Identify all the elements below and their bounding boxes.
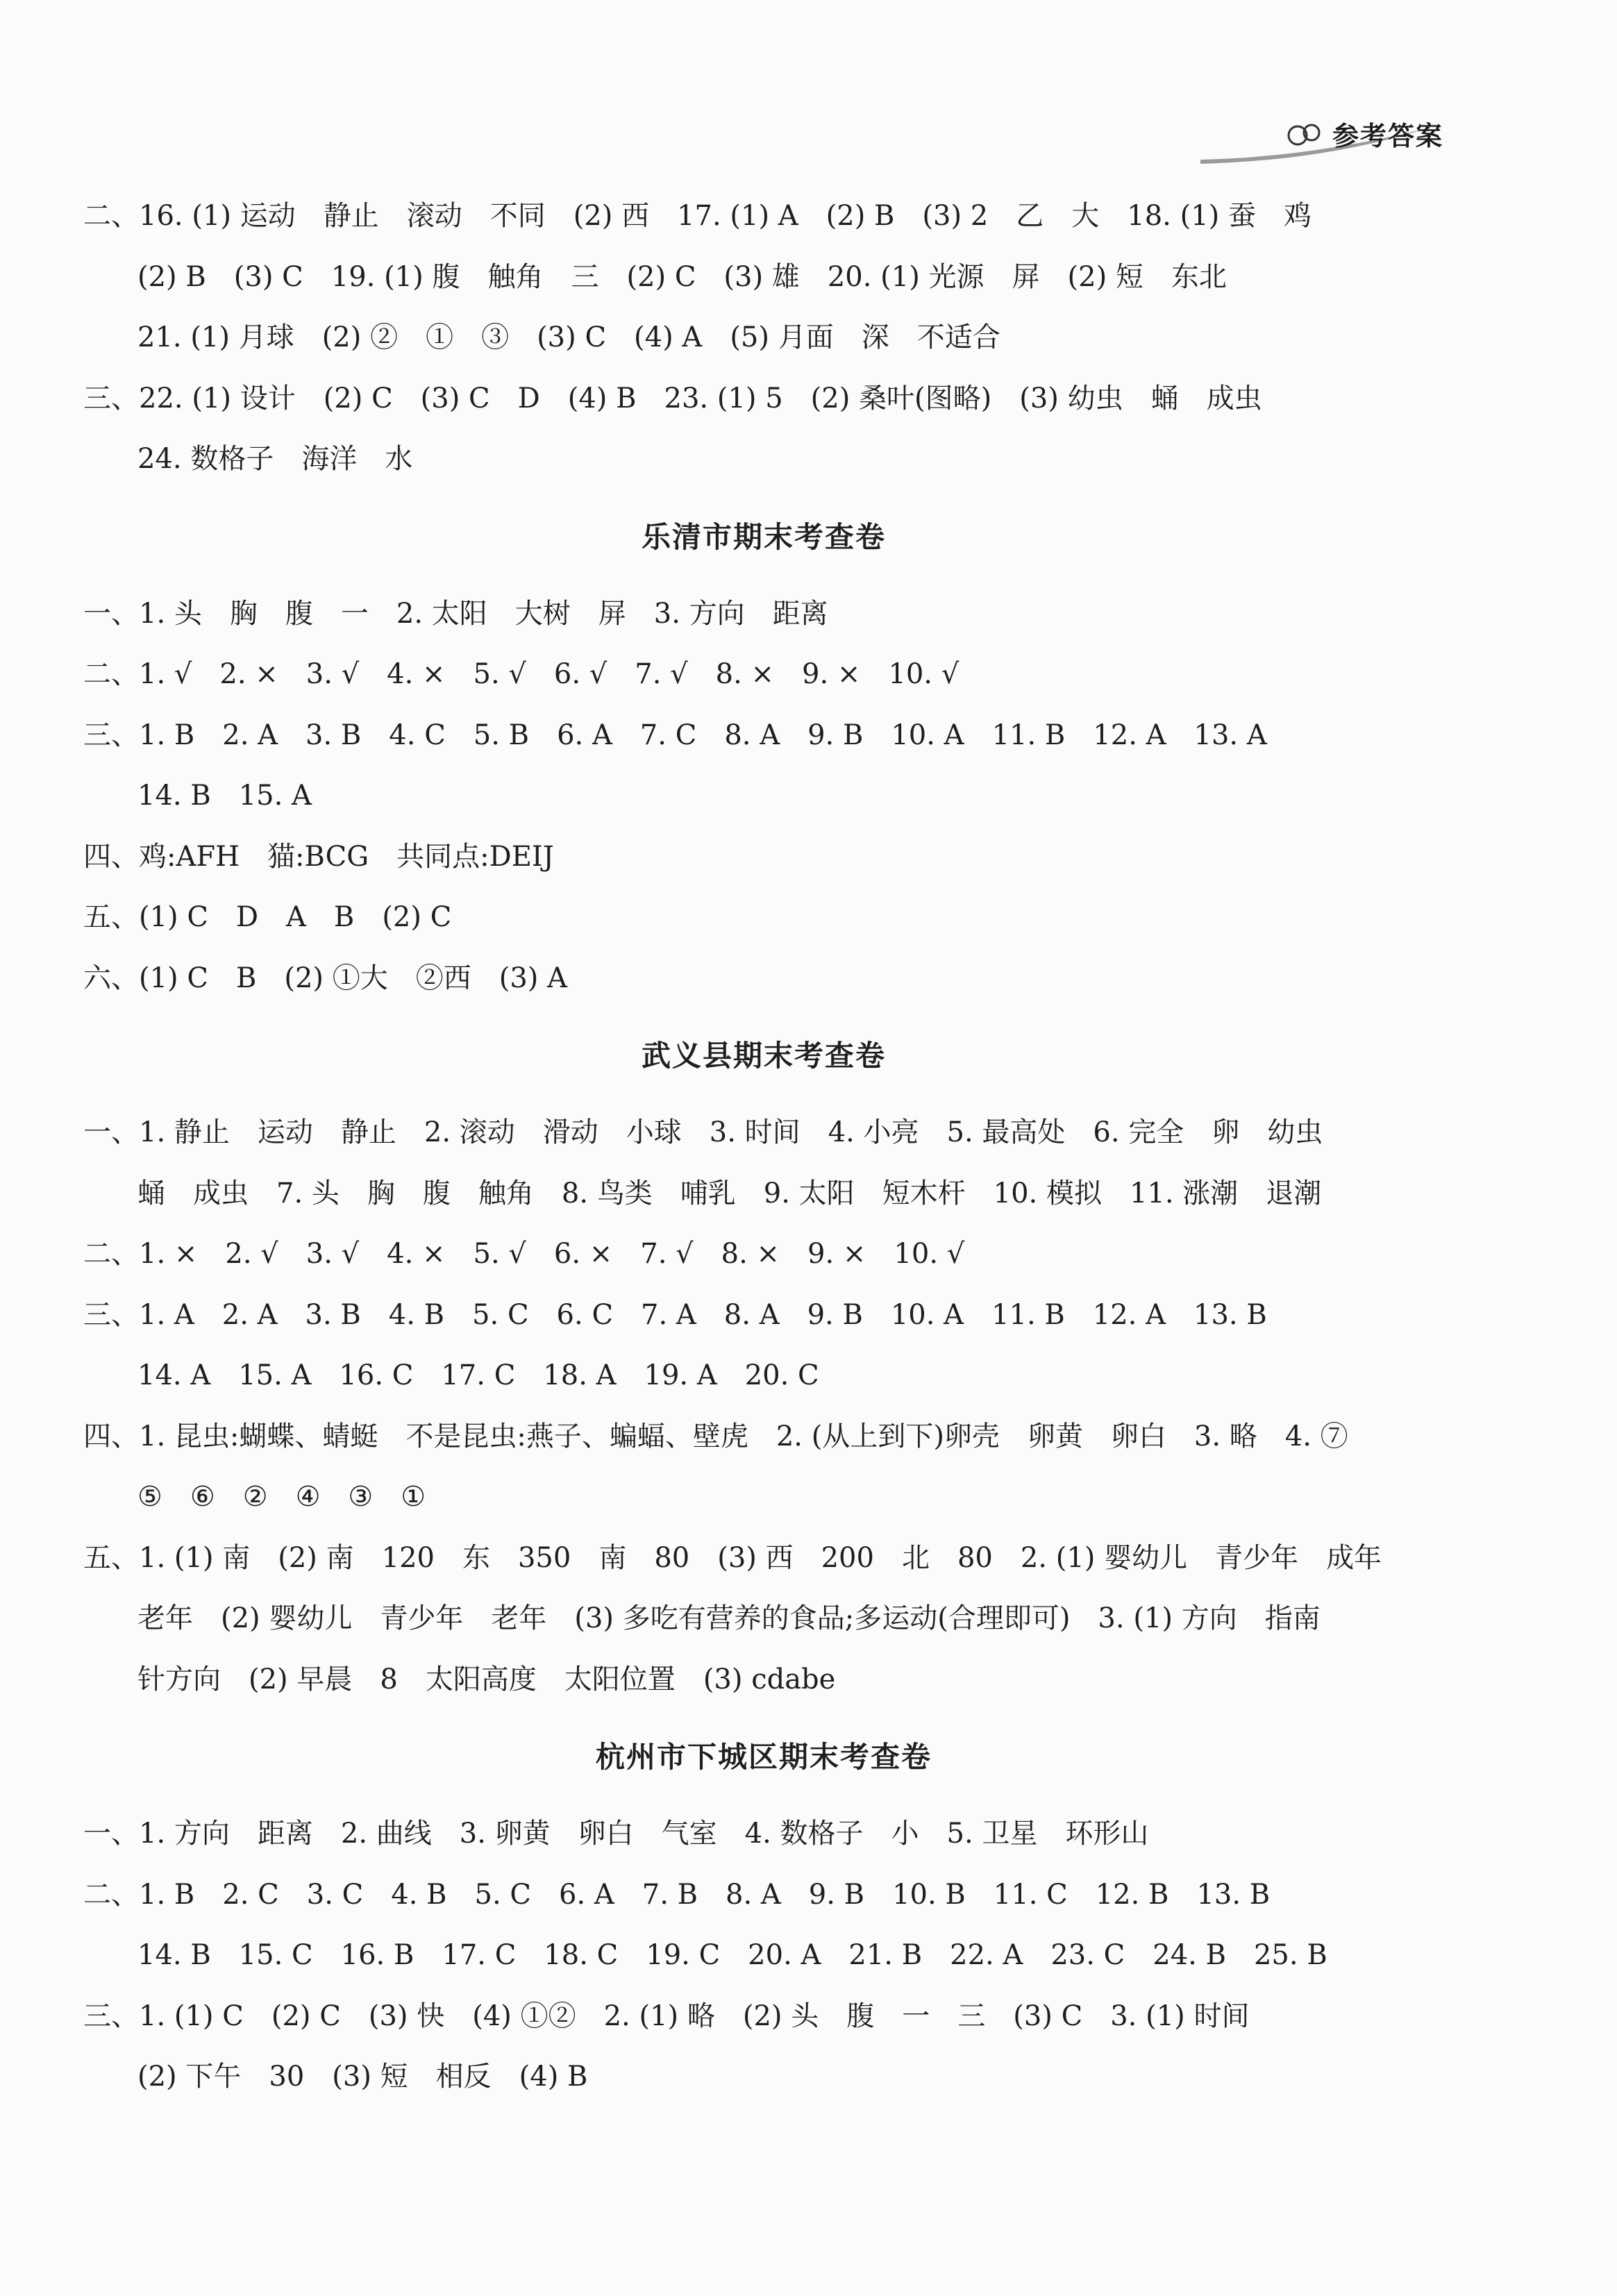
answer-line: 六、(1) C B (2) ①大 ②西 (3) A: [83, 962, 568, 994]
answer-line: 五、1. (1) 南 (2) 南 120 东 350 南 80 (3) 西 200 北 80 2. (1) 婴幼儿 青少年 成年: [83, 1541, 1382, 1574]
answer-line: 三、1. (1) C (2) C (3) 快 (4) ①② 2. (1) 略 (2) 头 腹 一 三 (3) C 3. (1) 时间: [83, 2000, 1250, 2032]
answer-line: 二、1. √ 2. × 3. √ 4. × 5. √ 6. √ 7. √ 8. × 9. × 10. √: [83, 658, 960, 690]
answer-line: (2) B (3) C 19. (1) 腹 触角 三 (2) C (3) 雄 20. (1) 光源 屏 (2) 短 东北: [137, 260, 1227, 293]
answer-line: 老年 (2) 婴幼儿 青少年 老年 (3) 多吃有营养的食品;多运动(合理即可) 3. (1) 方向 指南: [137, 1602, 1321, 1634]
answer-line: 蛹 成虫 7. 头 胸 腹 触角 8. 鸟类 哺乳 9. 太阳 短木杆 10. 模拟 11. 涨潮 退潮: [137, 1177, 1322, 1209]
answer-line: 四、1. 昆虫:蝴蝶、蜻蜓 不是昆虫:燕子、蝙蝠、壁虎 2. (从上到下)卵壳 卵黄 卵白 3. 略 4. ⑦: [83, 1420, 1348, 1452]
answer-line: 14. A 15. A 16. C 17. C 18. A 19. A 20. C: [137, 1359, 819, 1391]
answer-line: 一、1. 静止 运动 静止 2. 滚动 滑动 小球 3. 时间 4. 小亮 5. 最高处 6. 完全 卵 幼虫: [83, 1116, 1323, 1148]
section-title: 武义县期末考查卷: [641, 1039, 886, 1073]
answer-line: 针方向 (2) 早晨 8 太阳高度 太阳位置 (3) cdabe: [137, 1663, 836, 1695]
answer-line: 一、1. 头 胸 腹 一 2. 太阳 大树 屏 3. 方向 距离: [83, 597, 828, 630]
answer-line: (2) 下午 30 (3) 短 相反 (4) B: [137, 2061, 588, 2093]
answer-line: 21. (1) 月球 (2) ② ① ③ (3) C (4) A (5) 月面 深 不适合: [137, 321, 1000, 353]
header-badge: [1285, 115, 1443, 153]
answer-line: 四、鸡:AFH 猫:BCG 共同点:DEIJ: [83, 840, 554, 873]
answer-line: 14. B 15. C 16. B 17. C 18. C 19. C 20. A 21. B 22. A 23. C 24. B 25. B: [137, 1939, 1327, 1971]
answer-line: 二、16. (1) 运动 静止 滚动 不同 (2) 西 17. (1) A (2) B (3) 2 乙 大 18. (1) 蚕 鸡: [83, 200, 1312, 232]
section-title: 杭州市下城区期末考查卷: [595, 1740, 932, 1774]
answer-line: ⑤ ⑥ ② ④ ③ ①: [137, 1481, 426, 1513]
answer-line: 五、(1) C D A B (2) C: [83, 901, 452, 933]
answer-line: 三、1. A 2. A 3. B 4. B 5. C 6. C 7. A 8. A 9. B 10. A 11. B 12. A 13. B: [83, 1298, 1267, 1331]
section-title: 乐清市期末考查卷: [641, 519, 886, 554]
circles-icon: [1285, 119, 1328, 149]
answer-line: 二、1. × 2. √ 3. √ 4. × 5. √ 6. × 7. √ 8. × 9. × 10. √: [83, 1238, 965, 1270]
answer-line: 一、1. 方向 距离 2. 曲线 3. 卵黄 卵白 气室 4. 数格子 小 5. 卫星 环形山: [83, 1818, 1149, 1850]
answer-line: 三、1. B 2. A 3. B 4. C 5. B 6. A 7. C 8. A 9. B 10. A 11. B 12. A 13. A: [83, 719, 1267, 751]
answer-line: 三、22. (1) 设计 (2) C (3) C D (4) B 23. (1) 5 (2) 桑叶(图略) (3) 幼虫 蛹 成虫: [83, 382, 1262, 414]
answer-line: 二、1. B 2. C 3. C 4. B 5. C 6. A 7. B 8. A 9. B 10. B 11. C 12. B 13. B: [83, 1878, 1271, 1911]
answer-line: 24. 数格子 海洋 水: [137, 443, 413, 475]
answer-line: 14. B 15. A: [137, 780, 312, 812]
header-title: 参考答案: [1332, 121, 1443, 151]
